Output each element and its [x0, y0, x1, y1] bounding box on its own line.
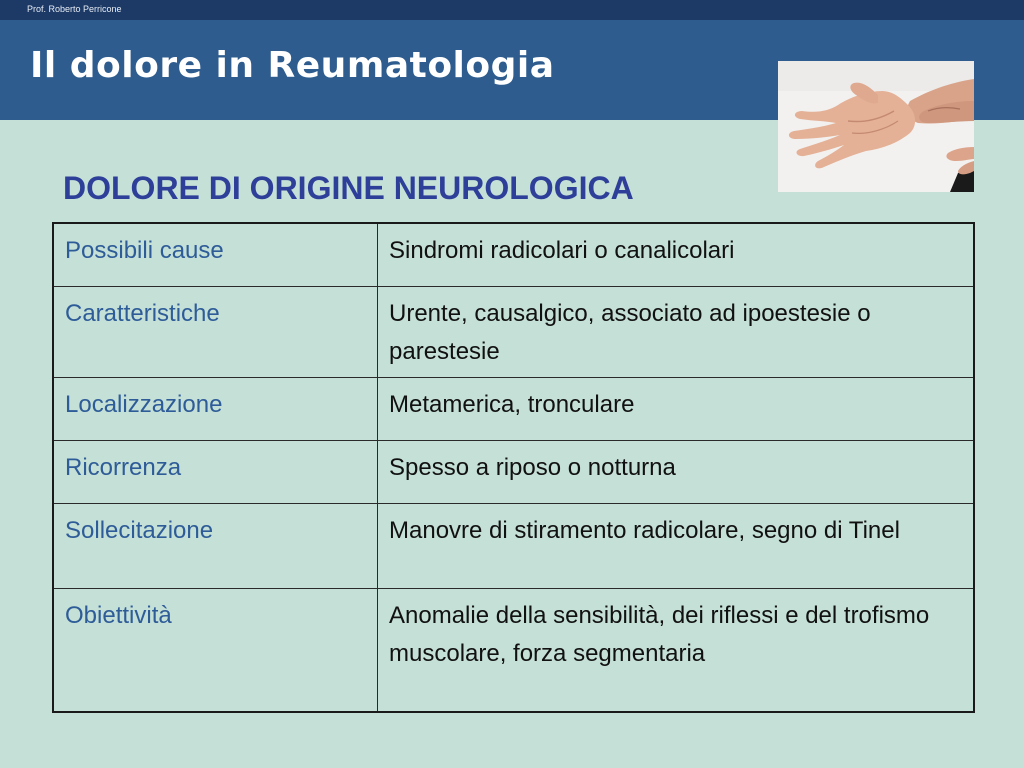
row-value: Urente, causalgico, associato ad ipoestesie o parestesie: [378, 287, 975, 378]
row-label: Obiettività: [53, 589, 378, 713]
table-row: [53, 504, 974, 589]
hands-photo-icon: [778, 61, 974, 192]
table-row: [53, 441, 974, 504]
row-label: Localizzazione: [53, 378, 378, 441]
top-strip: [0, 0, 1024, 20]
slide-title: Il dolore in Reumatologia: [30, 45, 555, 86]
author-name: Prof. Roberto Perricone: [27, 4, 122, 14]
row-label: Caratteristiche: [53, 287, 378, 378]
hands-photo: [778, 61, 974, 192]
table-row: [53, 287, 974, 378]
row-label: Ricorrenza: [53, 441, 378, 504]
table-row: [53, 378, 974, 441]
section-heading: DOLORE DI ORIGINE NEUROLOGICA: [63, 170, 634, 206]
row-value: Anomalie della sensibilità, dei riflessi e del trofismo muscolare, forza segmentaria: [378, 589, 975, 713]
row-label: Sollecitazione: [53, 504, 378, 589]
row-value: Manovre di stiramento radicolare, segno di Tinel: [378, 504, 975, 589]
info-table: [52, 222, 975, 713]
row-value: Metamerica, tronculare: [378, 378, 975, 441]
row-label: Possibili cause: [53, 223, 378, 287]
row-value: Sindromi radicolari o canalicolari: [378, 223, 975, 287]
table-row: [53, 223, 974, 287]
table-row: [53, 589, 974, 713]
row-value: Spesso a riposo o notturna: [378, 441, 975, 504]
